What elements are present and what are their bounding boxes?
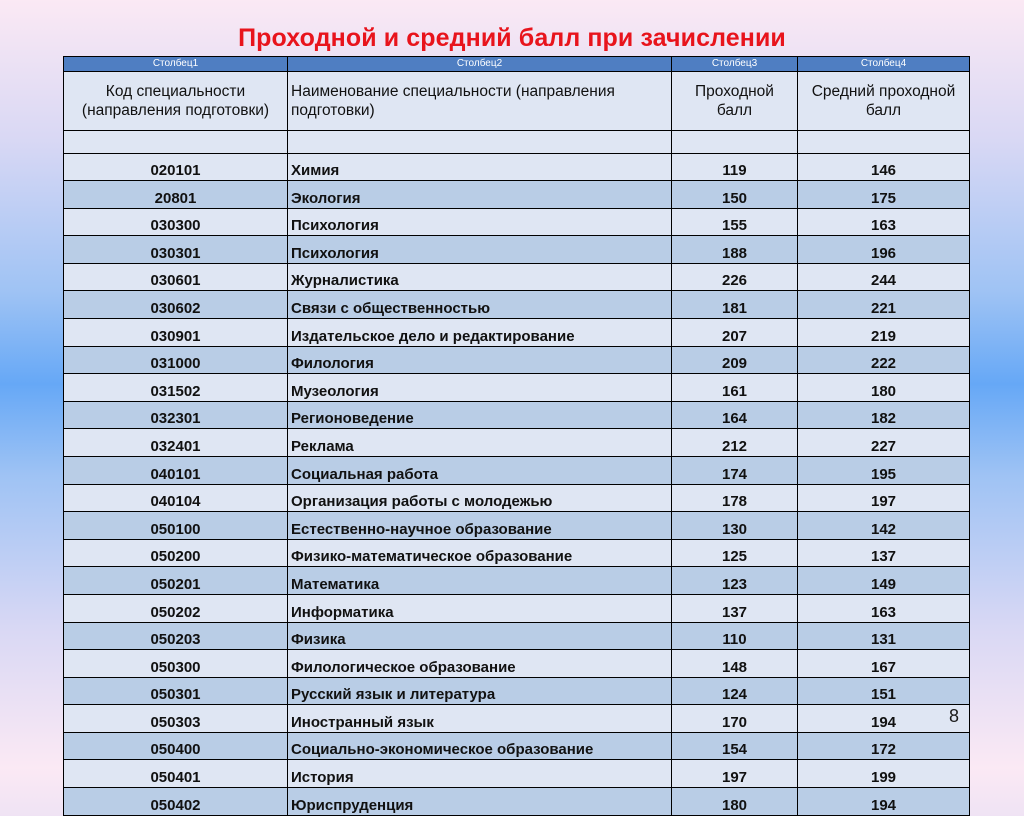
code-cell: 030601: [64, 263, 288, 291]
avg-score-cell: 195: [798, 456, 970, 484]
table-row: [64, 484, 970, 512]
code-cell: 050400: [64, 732, 288, 760]
table-row: [64, 291, 970, 319]
code-cell: 032401: [64, 429, 288, 457]
column-label-row: [64, 57, 970, 72]
avg-score-cell: 172: [798, 732, 970, 760]
pass-score-cell: 148: [672, 650, 798, 678]
pass-score-cell: 170: [672, 705, 798, 733]
name-cell: Химия: [288, 154, 672, 181]
pass-score-cell: 150: [672, 181, 798, 209]
pass-score-cell: 123: [672, 567, 798, 595]
column-label-1[interactable]: Столбец1: [64, 57, 288, 72]
pass-score-cell: 130: [672, 512, 798, 540]
empty-cell: [672, 131, 798, 154]
avg-score-cell: 244: [798, 263, 970, 291]
avg-score-cell: 219: [798, 318, 970, 346]
table-row: [64, 263, 970, 291]
code-cell: 050203: [64, 622, 288, 650]
code-cell: 050401: [64, 760, 288, 788]
code-cell: 050202: [64, 594, 288, 622]
avg-score-cell: 199: [798, 760, 970, 788]
name-cell: Филологическое образование: [288, 650, 672, 678]
column-label-3[interactable]: Столбец3: [672, 57, 798, 72]
avg-score-cell: 221: [798, 291, 970, 319]
avg-score-cell: 227: [798, 429, 970, 457]
table-row: [64, 788, 970, 816]
pass-score-cell: 197: [672, 760, 798, 788]
avg-score-cell: 163: [798, 594, 970, 622]
header-name: Наименование специальности (направления подготовки): [288, 72, 672, 131]
name-cell: Психология: [288, 236, 672, 264]
name-cell: История: [288, 760, 672, 788]
table-row: [64, 622, 970, 650]
table-row: [64, 567, 970, 595]
avg-score-cell: 131: [798, 622, 970, 650]
avg-score-cell: 222: [798, 346, 970, 374]
table-row: [64, 732, 970, 760]
pass-score-cell: 124: [672, 677, 798, 705]
table-row: [64, 705, 970, 733]
name-cell: Физика: [288, 622, 672, 650]
pass-score-cell: 119: [672, 154, 798, 181]
table-row: [64, 154, 970, 181]
avg-score-cell: 146: [798, 154, 970, 181]
avg-score-cell: 167: [798, 650, 970, 678]
code-cell: 050201: [64, 567, 288, 595]
code-cell: 032301: [64, 401, 288, 429]
table-row: [64, 594, 970, 622]
code-cell: 050300: [64, 650, 288, 678]
avg-score-cell: 180: [798, 374, 970, 402]
empty-row: [64, 131, 970, 154]
code-cell: 031000: [64, 346, 288, 374]
page-number: 8: [949, 706, 960, 726]
pass-score-cell: 161: [672, 374, 798, 402]
name-cell: Организация работы с молодежью: [288, 484, 672, 512]
avg-score-cell: 163: [798, 208, 970, 236]
name-cell: Психология: [288, 208, 672, 236]
table-row: [64, 236, 970, 264]
pass-score-cell: 174: [672, 456, 798, 484]
pass-score-cell: 125: [672, 539, 798, 567]
scores-table-container: [63, 56, 969, 816]
code-cell: 050402: [64, 788, 288, 816]
header-row: [64, 72, 970, 131]
table-row: [64, 650, 970, 678]
table-row: [64, 346, 970, 374]
code-cell: 030301: [64, 236, 288, 264]
code-cell: 050303: [64, 705, 288, 733]
code-cell: 050301: [64, 677, 288, 705]
avg-score-cell: 175: [798, 181, 970, 209]
name-cell: Реклама: [288, 429, 672, 457]
empty-cell: [288, 131, 672, 154]
name-cell: Информатика: [288, 594, 672, 622]
name-cell: Социально-экономическое образование: [288, 732, 672, 760]
pass-score-cell: 110: [672, 622, 798, 650]
table-row: [64, 760, 970, 788]
avg-score-cell: 194: [798, 705, 970, 733]
avg-score-cell: 151: [798, 677, 970, 705]
header-pass: Проходной балл: [672, 72, 798, 131]
name-cell: Музеология: [288, 374, 672, 402]
header-avg: Средний проходной балл: [798, 72, 970, 131]
code-cell: 031502: [64, 374, 288, 402]
avg-score-cell: 137: [798, 539, 970, 567]
pass-score-cell: 226: [672, 263, 798, 291]
table-row: [64, 401, 970, 429]
pass-score-cell: 181: [672, 291, 798, 319]
name-cell: Связи с общественностью: [288, 291, 672, 319]
name-cell: Иностранный язык: [288, 705, 672, 733]
empty-cell: [798, 131, 970, 154]
code-cell: 050200: [64, 539, 288, 567]
name-cell: Математика: [288, 567, 672, 595]
code-cell: 030300: [64, 208, 288, 236]
header-code: Код специальности (направления подготовки): [64, 72, 288, 131]
table-row: [64, 677, 970, 705]
pass-score-cell: 155: [672, 208, 798, 236]
code-cell: 040101: [64, 456, 288, 484]
table-row: [64, 429, 970, 457]
avg-score-cell: 149: [798, 567, 970, 595]
name-cell: Естественно-научное образование: [288, 512, 672, 540]
name-cell: Издательское дело и редактирование: [288, 318, 672, 346]
pass-score-cell: 209: [672, 346, 798, 374]
table-body: [64, 72, 970, 816]
column-label-2[interactable]: Столбец2: [288, 57, 672, 72]
table-row: [64, 539, 970, 567]
slide-title: Проходной и средний балл при зачислении: [238, 24, 786, 52]
code-cell: 030602: [64, 291, 288, 319]
empty-cell: [64, 131, 288, 154]
column-label-4[interactable]: Столбец4: [798, 57, 970, 72]
table-row: [64, 374, 970, 402]
avg-score-cell: 142: [798, 512, 970, 540]
pass-score-cell: 188: [672, 236, 798, 264]
code-cell: 020101: [64, 154, 288, 181]
pass-score-cell: 207: [672, 318, 798, 346]
avg-score-cell: 182: [798, 401, 970, 429]
pass-score-cell: 180: [672, 788, 798, 816]
pass-score-cell: 137: [672, 594, 798, 622]
avg-score-cell: 197: [798, 484, 970, 512]
code-cell: 040104: [64, 484, 288, 512]
name-cell: Русский язык и литература: [288, 677, 672, 705]
table-row: [64, 181, 970, 209]
name-cell: Физико-математическое образование: [288, 539, 672, 567]
pass-score-cell: 212: [672, 429, 798, 457]
name-cell: Экология: [288, 181, 672, 209]
table-row: [64, 456, 970, 484]
avg-score-cell: 194: [798, 788, 970, 816]
name-cell: Регионоведение: [288, 401, 672, 429]
scores-table: [63, 56, 970, 816]
table-row: [64, 208, 970, 236]
code-cell: 20801: [64, 181, 288, 209]
code-cell: 030901: [64, 318, 288, 346]
code-cell: 050100: [64, 512, 288, 540]
pass-score-cell: 178: [672, 484, 798, 512]
table-row: [64, 318, 970, 346]
pass-score-cell: 154: [672, 732, 798, 760]
table-row: [64, 512, 970, 540]
name-cell: Филология: [288, 346, 672, 374]
name-cell: Журналистика: [288, 263, 672, 291]
name-cell: Социальная работа: [288, 456, 672, 484]
name-cell: Юриспруденция: [288, 788, 672, 816]
avg-score-cell: 196: [798, 236, 970, 264]
pass-score-cell: 164: [672, 401, 798, 429]
